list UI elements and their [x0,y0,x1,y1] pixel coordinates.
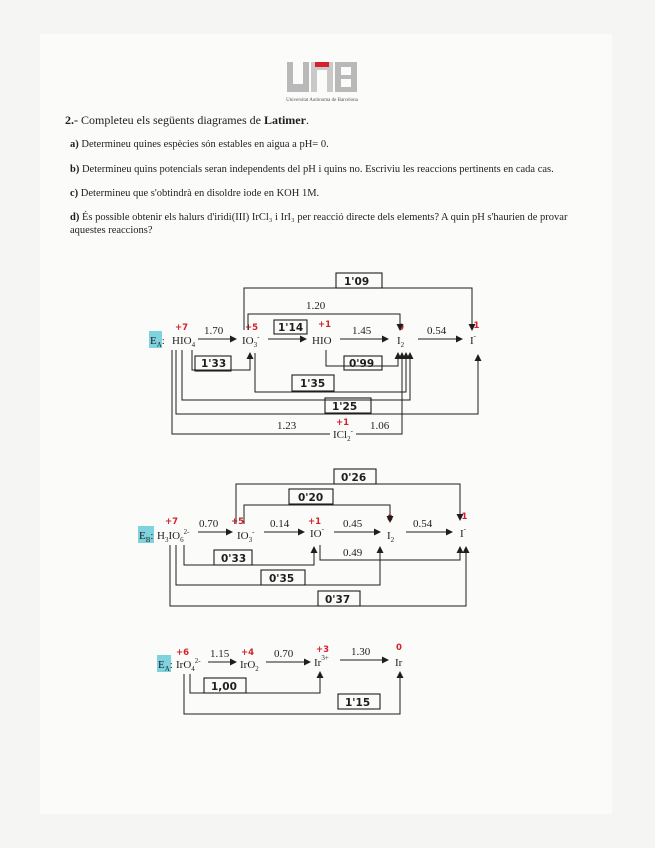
svg-text:1'15: 1'15 [345,697,371,709]
species-ir3: $Ir^{3+}$ [314,654,329,669]
potential-0-49: 0.49 [343,547,363,559]
potential-0-54-b: 0.54 [413,518,433,530]
potential-1-30: 1.30 [351,646,371,658]
ox-state-zero: 0 [398,323,404,333]
potential-0-70: 0.70 [199,518,219,530]
species-io3: $IO_3^-$ [242,333,260,349]
diagram-a-label: $E_A$: [150,335,165,349]
diagram-b [138,469,468,606]
species-hio: HIO [312,335,332,347]
question-b: b) Determineu quins potencials seran independents del pH i quins no. Escriviu les reaccions pertinents en cada cas. [70,164,554,175]
ox-state-minus1-b: -1 [458,512,468,522]
potential-1-23: 1.23 [277,420,297,432]
ox-state-plus3: +3 [316,645,330,655]
species-hio4: $HIO_4$ [172,335,196,349]
species-iodide-b: I- [460,525,467,540]
potential-1-15: 1.15 [210,648,230,660]
svg-text:1,00: 1,00 [211,681,237,693]
logo-caption: Universitat Autònoma de Barcelona [286,98,358,103]
species-icl2: ICl$_2$- [333,427,353,443]
svg-text:1'25: 1'25 [332,401,358,413]
problem-bold-word: Latimer [263,113,306,127]
svg-text:1'35: 1'35 [300,378,326,390]
diagram-b-label: $E_B$: [139,530,154,544]
species-iro2: IrO$_2$ [240,659,259,673]
svg-text:0'99: 0'99 [349,358,375,370]
svg-text:1'14: 1'14 [278,322,304,334]
diagram-c-label: $E_A$: [158,659,173,673]
svg-text:1'33: 1'33 [201,358,227,370]
species-iodide: I- [470,332,477,347]
species-i2-b: $I_2$ [387,530,395,544]
ox-state-minus1: -1 [470,321,480,331]
ox-state-plus1: +1 [318,320,332,330]
species-io-minus: IO- [310,525,324,540]
diagram-c [157,643,403,714]
question-d: d) És possible obtenir els halurs d'iridi(III) IrCl₃ i IrI₃ per reacció directe dels elements? A quin pH s'haurien de provar aquestes reaccions? [70,212,568,236]
svg-text:0'26: 0'26 [341,472,367,484]
problem-title: 2.- Completeu els següents diagrames de Latimer. [65,113,309,127]
ox-state-plus6: +6 [176,648,190,658]
svg-text:1'09: 1'09 [344,276,370,288]
svg-text:0'20: 0'20 [298,492,324,504]
ox-state-plus4: +4 [241,648,255,658]
species-iro4: IrO$_4^{2-}$ [176,657,201,673]
ox-state-zero-b: 0 [387,514,393,524]
species-i2: $I_2$ [397,335,405,349]
svg-text:0'37: 0'37 [325,594,351,606]
problem-number: 2.- [65,113,78,127]
ox-state-plus7: +7 [175,323,189,333]
question-c: c) Determineu que s'obtindrà en disoldre iode en KOH 1M. [70,188,320,199]
potential-1-20: 1.20 [306,300,326,312]
potential-0-45: 0.45 [343,518,363,530]
svg-text:0'35: 0'35 [269,573,295,585]
potential-0-70-c: 0.70 [274,648,294,660]
ox-state-plus5-b: +5 [231,517,245,527]
ox-state-plus5: +5 [245,323,259,333]
ox-state-plus1-b: +1 [308,517,322,527]
ox-state-zero-c: 0 [396,643,402,653]
species-h3io6: $H_3IO_6^{2-}$ [157,528,190,544]
question-a: a) Determineu quines espècies són estables en aigua a pH= 0. [70,139,329,150]
ox-state-plus7-b: +7 [165,517,179,527]
species-ir: Ir [395,657,403,669]
ox-state-icl2: +1 [336,418,350,428]
potential-1-45: 1.45 [352,325,372,337]
potential-1-70: 1.70 [204,325,224,337]
diagram-a [149,273,480,443]
potential-0-54: 0.54 [427,325,447,337]
species-io3-b: $IO_3^-$ [237,528,255,544]
svg-text:0'33: 0'33 [221,553,247,565]
potential-1-06: 1.06 [370,420,390,432]
potential-0-14: 0.14 [270,518,290,530]
problem-intro: Completeu els següents diagrames de [81,113,261,127]
